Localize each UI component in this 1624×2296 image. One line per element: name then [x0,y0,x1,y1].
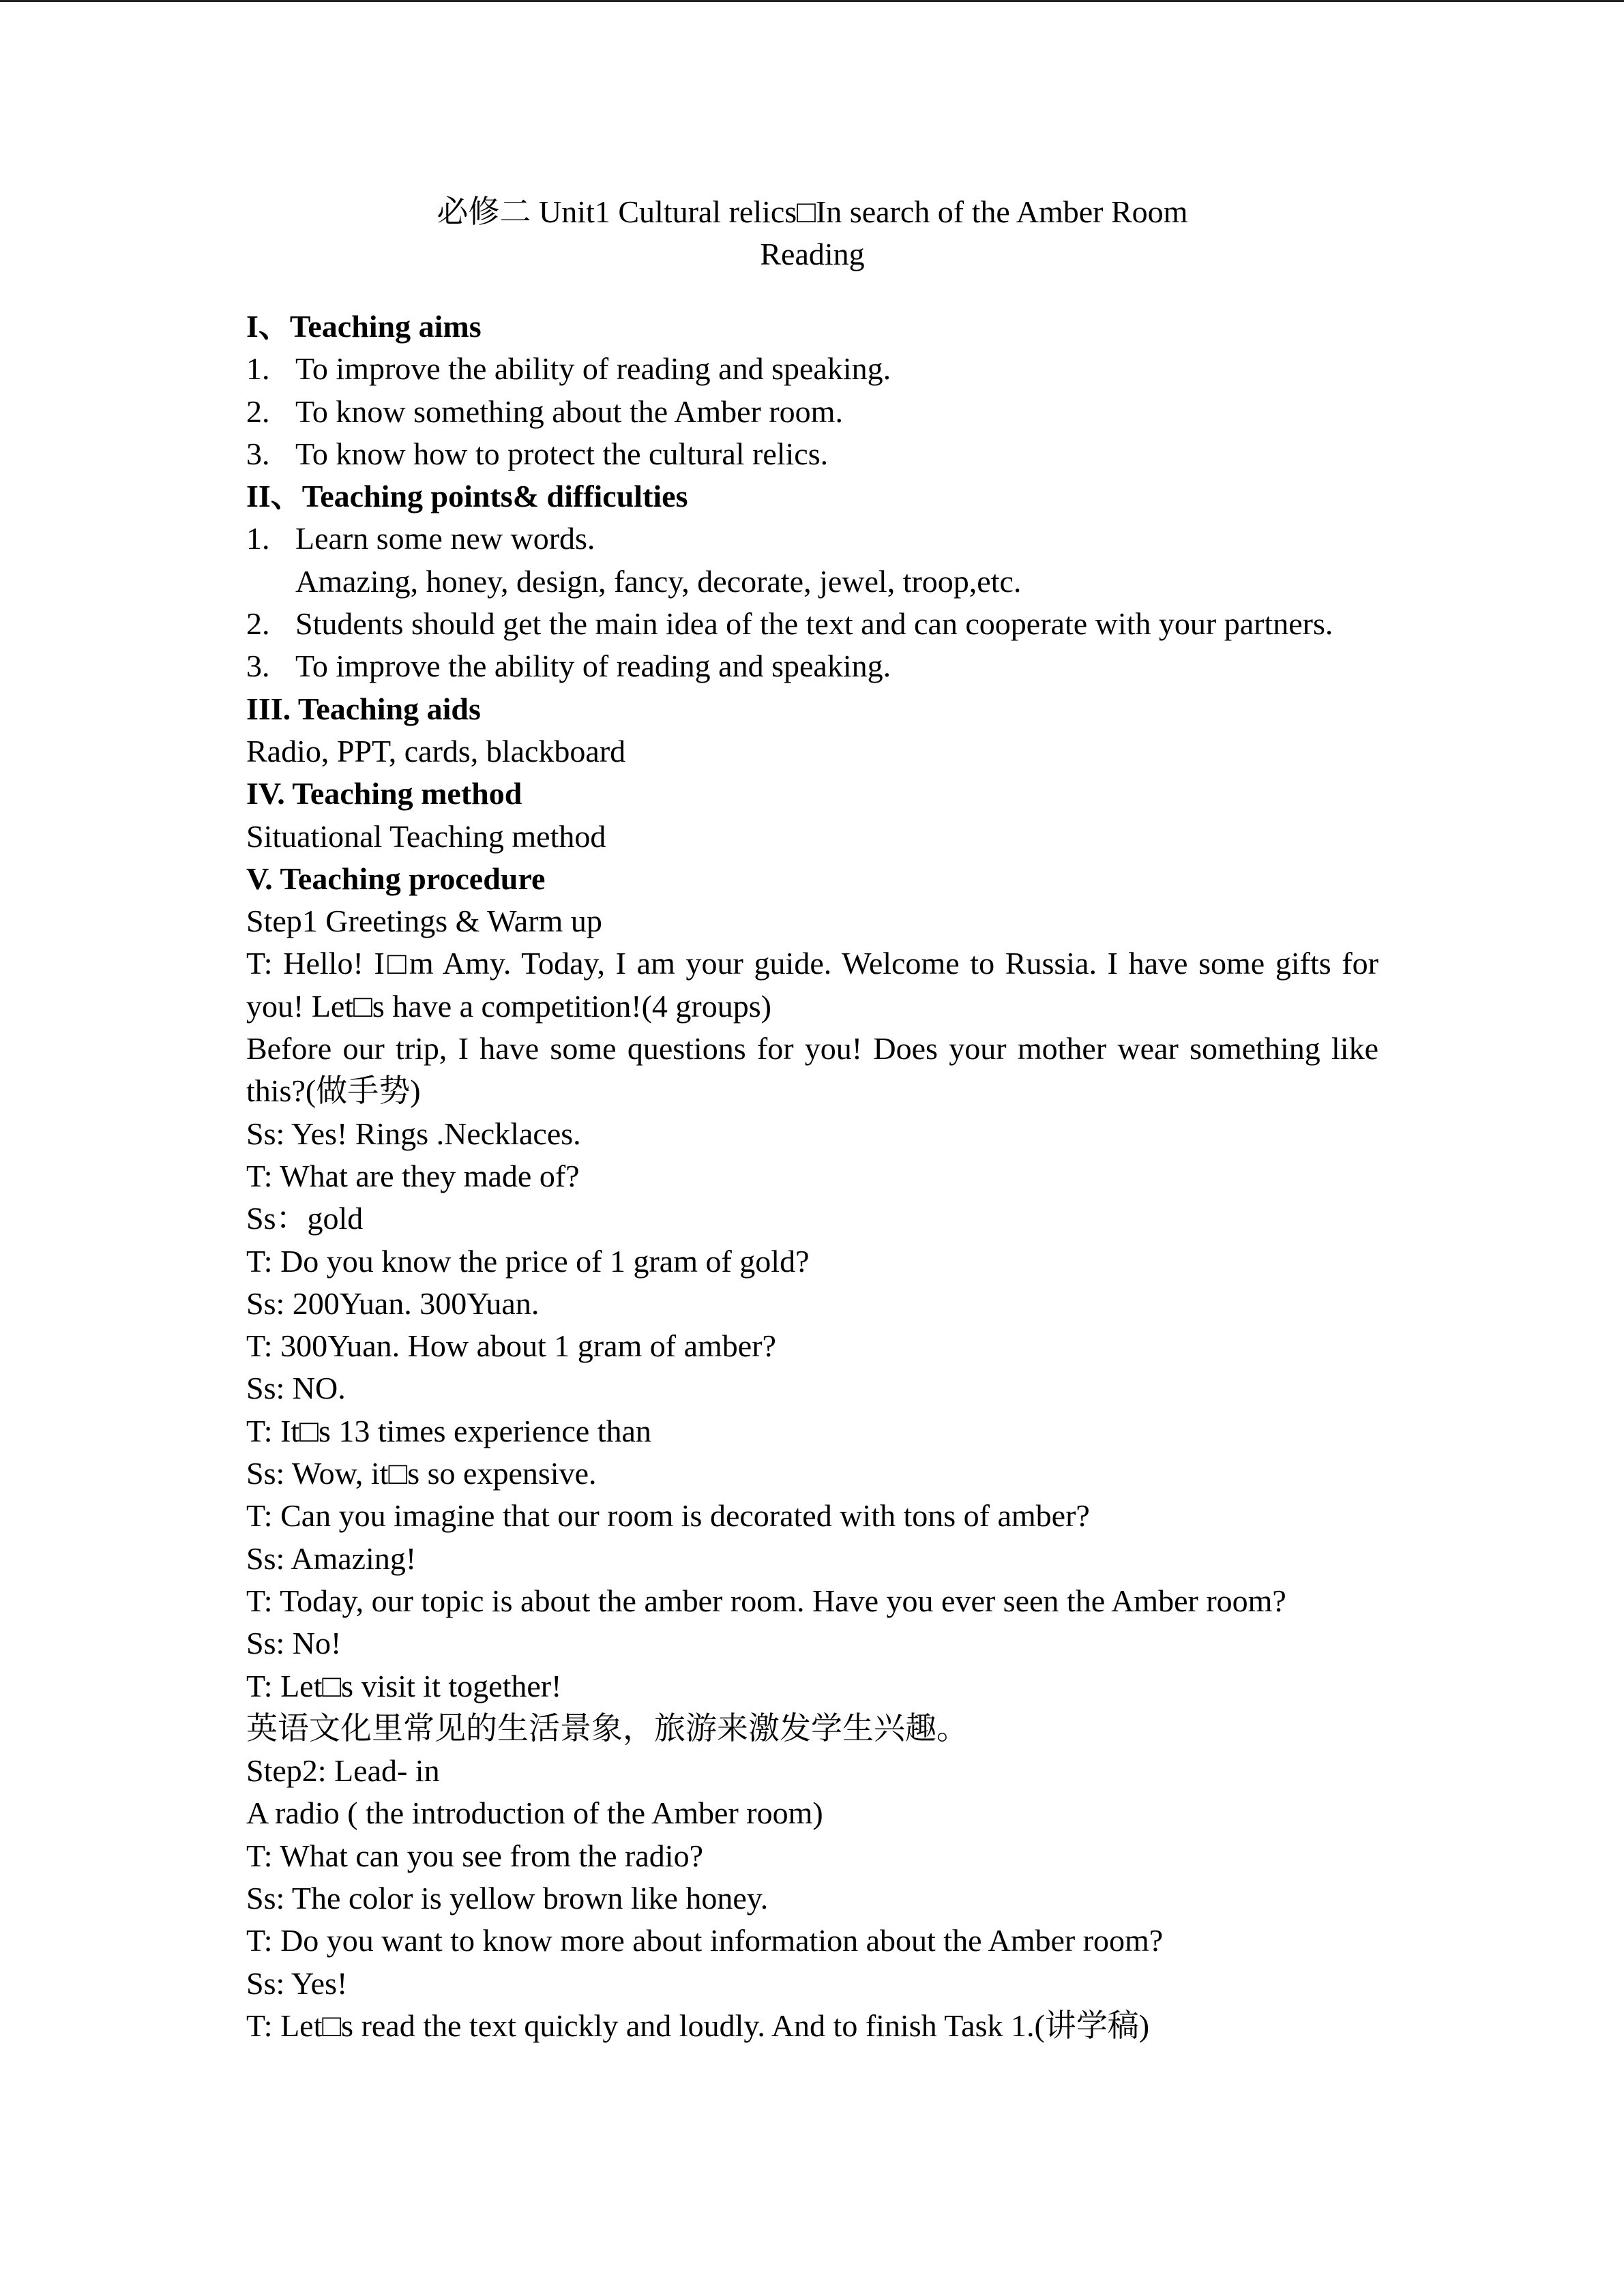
dialogue-line: T: Today, our topic is about the amber room. Have you ever seen the Amber room? [246,1583,1286,1618]
aim-item [246,391,1378,433]
aim-text: To know how to protect the cultural relics. [295,436,829,471]
step-heading: Step2: Lead- in [246,1753,440,1789]
dialogue-line: Ss: 200Yuan. 300Yuan. [246,1285,540,1321]
document-page [246,191,1378,2047]
aim-number: 2. [246,393,270,429]
point-text: To improve the ability of reading and speaking. [295,648,891,684]
dialogue-line: Ss: Wow, it□s so expensive. [246,1456,597,1491]
step-heading: Step1 Greetings & Warm up [246,904,602,939]
document-title: 必修二 Unit1 Cultural relics□In search of the Amber Room [437,194,1188,229]
section-heading-aims: I、Teaching aims [246,309,482,344]
section-heading-method: IV. Teaching method [246,776,522,811]
aim-item [246,433,1378,475]
dialogue-line: Ss: No! [246,1626,342,1661]
title-block [246,191,1378,275]
aim-item [246,348,1378,390]
dialogue-paragraph: T: Hello! I□m Amy. Today, I am your guide. Welcome to Russia. I have some gifts for you! Let□s have a competition!(4 groups) [246,946,1378,1024]
dialogue-line: T: 300Yuan. How about 1 gram of amber? [246,1328,776,1364]
section-heading-procedure: V. Teaching procedure [246,861,546,896]
aim-number: 1. [246,351,270,387]
point-item [246,518,1378,560]
dialogue-line: T: What are they made of? [246,1158,580,1193]
dialogue-line: T: Let□s read the text quickly and loudly. And to finish Task 1.(讲学稿) [246,2008,1150,2043]
point-item [246,603,1378,645]
vocabulary-list: Amazing, honey, design, fancy, decorate, jewel, troop,etc. [295,563,1022,599]
teaching-note: 英语文化里常见的生活景象，旅游来激发学生兴趣。 [246,1710,968,1746]
dialogue-line: Ss：gold [246,1201,364,1236]
dialogue-line: Ss: Yes! Rings .Necklaces. [246,1116,581,1151]
top-border-rule [0,0,1624,2]
point-text: Learn some new words. [295,521,595,556]
point-number: 2. [246,606,270,642]
dialogue-line: T: It□s 13 times experience than [246,1413,651,1448]
dialogue-line: T: Do you know the price of 1 gram of gold? [246,1243,810,1279]
document-subtitle: Reading [760,237,865,271]
dialogue-paragraph: Before our trip, I have some questions for you! Does your mother wear something like this?(做手势) [246,1031,1378,1109]
point-number: 1. [246,521,270,556]
aids-text: Radio, PPT, cards, blackboard [246,733,626,769]
aim-text: To improve the ability of reading and speaking. [295,351,891,387]
aim-number: 3. [246,436,270,471]
section-heading-points: II、Teaching points& difficulties [246,479,688,514]
point-number: 3. [246,648,270,684]
dialogue-line: T: What can you see from the radio? [246,1838,703,1873]
dialogue-line: A radio ( the introduction of the Amber room) [246,1795,823,1831]
dialogue-line: Ss: NO. [246,1371,346,1406]
method-text: Situational Teaching method [246,818,606,854]
aim-text: To know something about the Amber room. [295,393,843,429]
section-heading-aids: III. Teaching aids [246,691,481,726]
dialogue-line: Ss: Amazing! [246,1540,417,1576]
point-text: Students should get the main idea of the text and can cooperate with your partners. [295,606,1333,642]
point-item [246,645,1378,687]
dialogue-line: T: Let□s visit it together! [246,1668,562,1703]
dialogue-line: T: Can you imagine that our room is decorated with tons of amber? [246,1498,1090,1534]
dialogue-lines [246,1113,1378,2048]
dialogue-line: Ss: Yes! [246,1965,348,2001]
dialogue-line: T: Do you want to know more about information about the Amber room? [246,1923,1164,1958]
dialogue-line: Ss: The color is yellow brown like honey. [246,1880,769,1915]
